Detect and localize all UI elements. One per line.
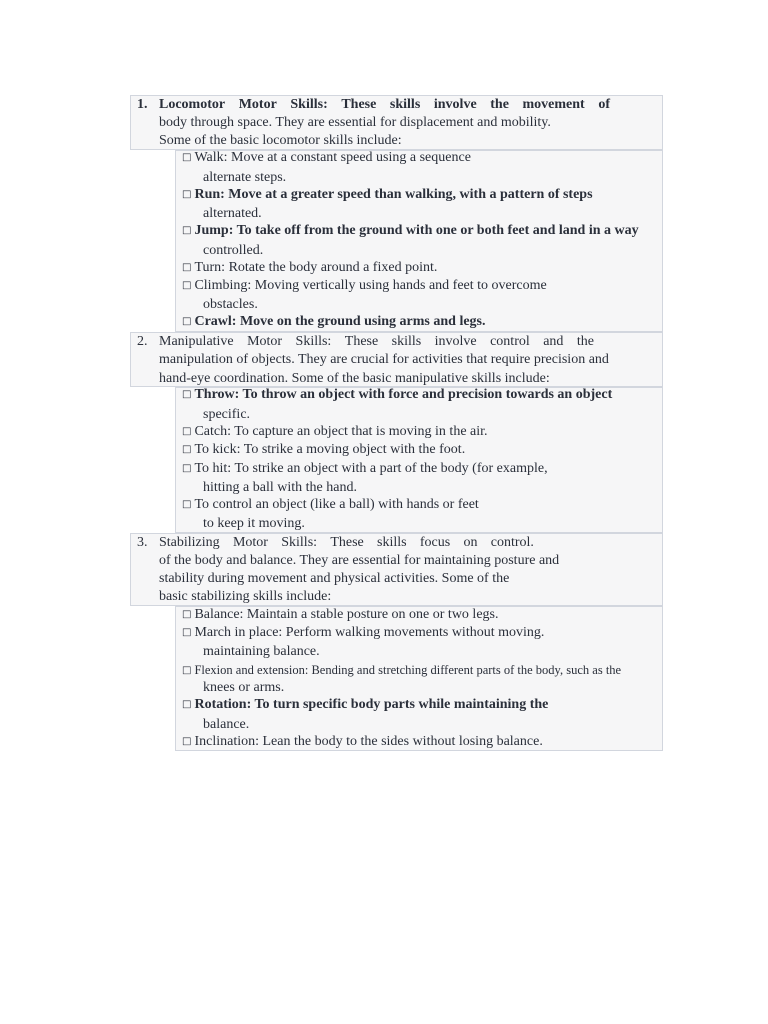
list-item: □ To hit: To strike an object with a part of the body (for example, [182, 461, 548, 476]
list-item: □ Run: Move at a greater speed than walking, with a pattern of steps [182, 187, 593, 202]
heading-word: the [490, 97, 509, 112]
bullet-icon: □ [182, 152, 192, 163]
list-item-continuation: to keep it moving. [203, 516, 305, 531]
bullet-icon: □ [182, 499, 192, 510]
bullet-icon: □ [182, 225, 192, 236]
list-item: □ To control an object (like a ball) with hands or feet [182, 497, 479, 512]
bullet-icon: □ [182, 609, 192, 620]
list-item: □ Crawl: Move on the ground using arms and legs. [182, 314, 486, 329]
list-item: □ Jump: To take off from the ground with one or both feet and land in a way [182, 223, 639, 238]
list-item-continuation: balance. [203, 717, 250, 732]
section-3-intro-line-2: of the body and balance. They are essential for maintaining posture and [159, 553, 560, 568]
bullet-icon: □ [182, 444, 192, 455]
heading-word: Locomotor [159, 97, 226, 112]
bullet-icon: □ [182, 426, 192, 437]
heading-word: control. [490, 535, 534, 550]
list-item-continuation: maintaining balance. [203, 644, 320, 659]
heading-word: skills [377, 535, 407, 550]
heading-word: Motor [232, 535, 268, 550]
heading-word: movement [522, 97, 585, 112]
list-item: □ Flexion and extension: Bending and stretching different parts of the body, such as the [182, 663, 622, 677]
section-1-intro-line-3: Some of the basic locomotor skills include: [159, 133, 402, 148]
bullet-icon: □ [182, 280, 192, 291]
section-3-heading [159, 534, 534, 552]
section-2-intro-line-3: hand-eye coordination. Some of the basic manipulative skills include: [159, 371, 550, 386]
bullet-icon: □ [182, 627, 192, 638]
list-item: □ Turn: Rotate the body around a fixed point. [182, 260, 438, 275]
section-1-intro-line-2: body through space. They are essential for displacement and mobility. [159, 115, 551, 130]
list-item-continuation: hitting a ball with the hand. [203, 480, 357, 495]
list-item-continuation: knees or arms. [203, 680, 285, 695]
heading-word: the [576, 334, 594, 349]
section-2-number: 2. [137, 334, 148, 349]
heading-word: Manipulative [159, 334, 234, 349]
heading-word: Skills: [295, 334, 332, 349]
bullet-icon: □ [182, 189, 192, 200]
heading-word: These [330, 535, 364, 550]
section-3-intro-line-4: basic stabilizing skills include: [159, 589, 332, 604]
bullet-icon: □ [182, 699, 192, 710]
heading-word: of [598, 97, 610, 112]
bullet-icon: □ [182, 262, 192, 273]
list-item: □ March in place: Perform walking movements without moving. [182, 625, 545, 640]
heading-word: involve [433, 97, 477, 112]
section-2-heading [159, 333, 594, 351]
heading-word: Motor [238, 97, 277, 112]
heading-word: Skills: [281, 535, 318, 550]
list-item-continuation: controlled. [203, 243, 264, 258]
heading-word: skills [389, 97, 421, 112]
heading-word: and [543, 334, 564, 349]
heading-word: These [341, 97, 377, 112]
list-item: □ To kick: To strike a moving object with the foot. [182, 442, 466, 457]
heading-word: Skills: [290, 97, 328, 112]
section-3-intro-line-3: stability during movement and physical activities. Some of the [159, 571, 510, 586]
list-item-continuation: alternated. [203, 206, 262, 221]
list-item-continuation: alternate steps. [203, 170, 287, 185]
list-item: □ Catch: To capture an object that is moving in the air. [182, 424, 488, 439]
bullet-icon: □ [182, 665, 192, 676]
heading-word: on [463, 535, 478, 550]
list-item: □ Climbing: Moving vertically using hands and feet to overcome [182, 278, 547, 293]
list-item: □ Balance: Maintain a stable posture on one or two legs. [182, 607, 499, 622]
list-item: □ Rotation: To turn specific body parts while maintaining the [182, 697, 549, 712]
bullet-icon: □ [182, 316, 192, 327]
heading-word: control [490, 334, 530, 349]
heading-word: involve [434, 334, 477, 349]
bullet-icon: □ [182, 463, 192, 474]
bullet-icon: □ [182, 389, 192, 400]
list-item: □ Inclination: Lean the body to the sides without losing balance. [182, 734, 543, 749]
list-item-continuation: obstacles. [203, 297, 258, 312]
section-3-number: 3. [137, 535, 148, 550]
bullet-icon: □ [182, 736, 192, 747]
heading-word: skills [391, 334, 422, 349]
section-1-heading [159, 96, 610, 114]
heading-word: Motor [247, 334, 283, 349]
list-item-continuation: specific. [203, 407, 251, 422]
heading-word: Stabilizing [159, 535, 220, 550]
list-item: □ Walk: Move at a constant speed using a sequence [182, 150, 471, 165]
heading-word: focus [419, 535, 451, 550]
section-1-number: 1. [137, 97, 148, 112]
list-item: □ Throw: To throw an object with force and precision towards an object [182, 387, 613, 402]
heading-word: These [344, 334, 379, 349]
section-2-intro-line-2: manipulation of objects. They are crucial for activities that require precision and [159, 352, 609, 367]
